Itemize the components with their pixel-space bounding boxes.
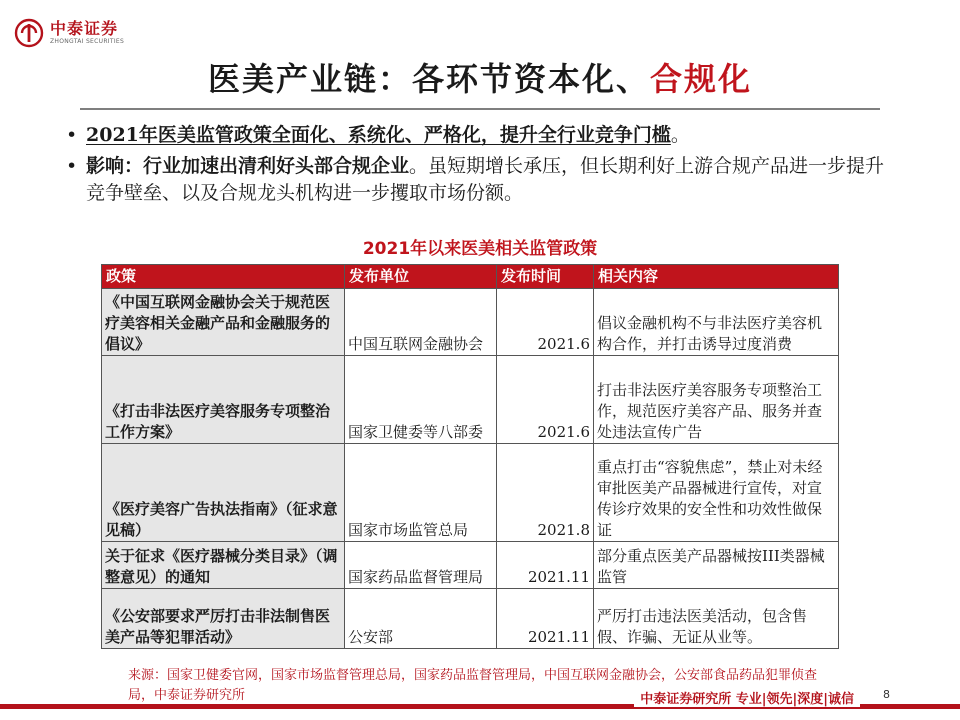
title-main: 医美产业链：各环节资本化、	[207, 60, 650, 98]
cell-policy: 《公安部要求严厉打击非法制售医美产品等犯罪活动》	[102, 589, 345, 649]
cell-content: 严厉打击违法医美活动，包含售假、诈骗、无证从业等。	[594, 589, 839, 649]
bullet-item	[66, 153, 896, 207]
bullet-marker: •	[66, 155, 78, 177]
cell-issuer: 公安部	[345, 589, 497, 649]
cell-date: 2021.11	[497, 589, 594, 649]
page-number: 8	[883, 688, 890, 701]
logo-text-en: ZHONGTAI SECURITIES	[50, 38, 125, 45]
header-date: 发布时间	[497, 265, 594, 289]
table-row	[102, 444, 839, 542]
bullet-marker: •	[66, 124, 78, 146]
footer-slogan: 中泰证券研究所 专业|领先|深度|诚信	[634, 688, 860, 707]
cell-policy: 关于征求《医疗器械分类目录》（调整意见）的通知	[102, 542, 345, 589]
bullet-bold-text: 2021年医美监管政策全面化、系统化、严格化，提升全行业竞争门槛	[86, 124, 671, 146]
header-policy: 政策	[102, 265, 345, 289]
cell-issuer: 国家药品监督管理局	[345, 542, 497, 589]
logo-text-cn: 中泰证券	[50, 19, 119, 38]
title-divider	[80, 108, 880, 110]
cell-content: 重点打击“容貌焦虑”，禁止对未经审批医美产品器械进行宣传，对宣传诊疗效果的安全性和功效性做保证	[594, 444, 839, 542]
header-issuer: 发布单位	[345, 265, 497, 289]
policy-table	[101, 264, 839, 649]
logo	[14, 16, 124, 50]
cell-issuer: 国家市场监管总局	[345, 444, 497, 542]
table-row	[102, 542, 839, 589]
cell-date: 2021.11	[497, 542, 594, 589]
table-header-row	[102, 265, 839, 289]
cell-date: 2021.6	[497, 356, 594, 444]
table-caption: 2021年以来医美相关监管政策	[362, 239, 598, 259]
logo-mark-icon	[14, 18, 44, 48]
cell-content: 部分重点医美产品器械按III类器械监管	[594, 542, 839, 589]
title-highlight: 合规化	[650, 60, 753, 98]
cell-issuer: 中国互联网金融协会	[345, 289, 497, 356]
table-row	[102, 356, 839, 444]
table-row	[102, 589, 839, 649]
cell-policy: 《医疗美容广告执法指南》（征求意见稿）	[102, 444, 345, 542]
table-row	[102, 289, 839, 356]
cell-policy: 《中国互联网金融协会关于规范医疗美容相关金融产品和金融服务的倡议》	[102, 289, 345, 356]
page-title	[0, 54, 960, 100]
header-content: 相关内容	[594, 265, 839, 289]
source-note: 来源：国家卫健委官网，国家市场监督管理总局，国家药品监督管理局，中国互联网金融协会，公安部食品药品犯罪侦查局，中泰证券研究所	[128, 668, 818, 703]
cell-content: 倡议金融机构不与非法医疗美容机构合作，并打击诱导过度消费	[594, 289, 839, 356]
cell-issuer: 国家卫健委等八部委	[345, 356, 497, 444]
bullet-text: 。	[670, 124, 690, 146]
cell-policy: 《打击非法医疗美容服务专项整治工作方案》	[102, 356, 345, 444]
bullet-bold-text: 影响：行业加速出清利好头部合规企业	[86, 155, 410, 177]
cell-content: 打击非法医疗美容服务专项整治工作，规范医疗美容产品、服务并查处违法宣传广告	[594, 356, 839, 444]
cell-date: 2021.6	[497, 289, 594, 356]
bullet-text: 。虽短期增长承压，但长期利好上游合规产品进一步提升竞争壁垒、以及合规龙头机构进一步攫取市场份额。	[86, 155, 885, 204]
bullet-item	[66, 122, 896, 149]
bullet-list	[66, 122, 896, 211]
cell-date: 2021.8	[497, 444, 594, 542]
